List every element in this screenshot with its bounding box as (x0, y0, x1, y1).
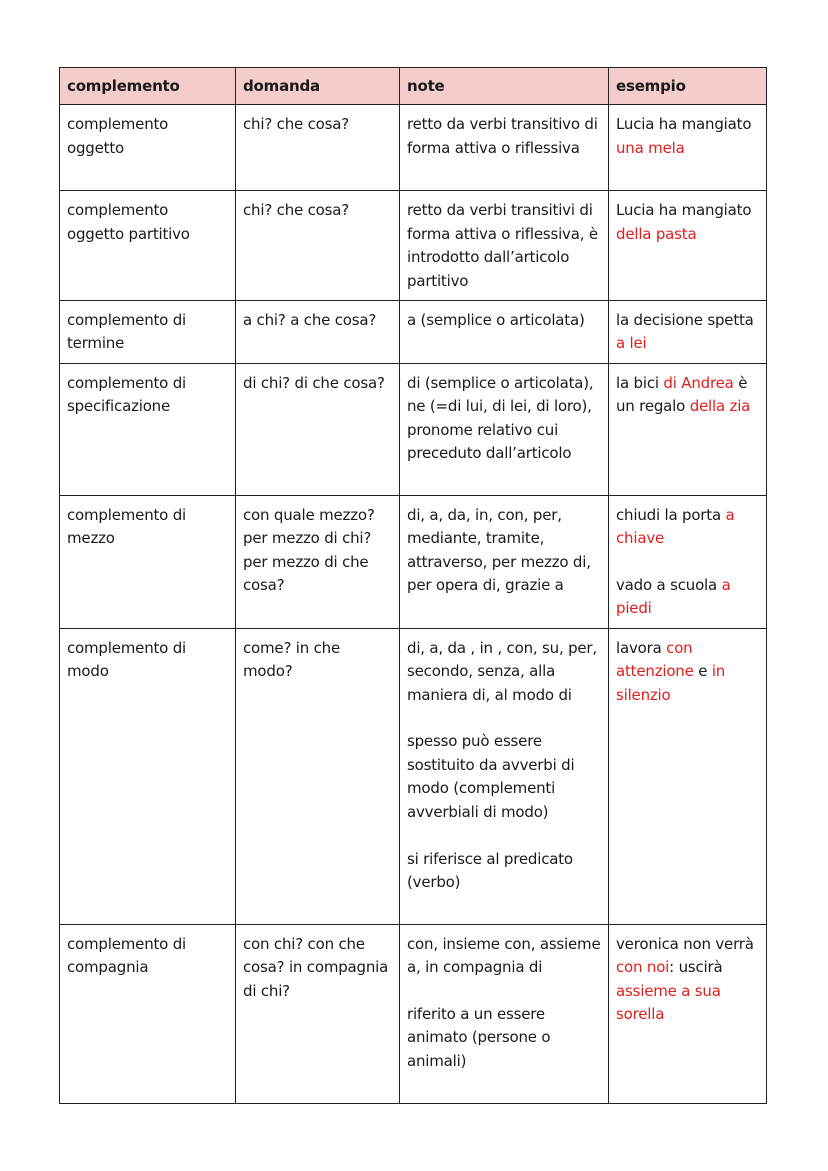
example-text: e (693, 662, 712, 681)
cell-complemento: complemento di specificazione (60, 363, 236, 495)
cell-domanda: come? in che modo? (236, 628, 400, 924)
note-paragraph: retto da verbi transitivi di forma attiva o riflessiva, è introdotto dall’articolo partitivo (407, 201, 598, 290)
note-paragraph: riferito a un essere animato (persone o animali) (407, 1005, 551, 1070)
example-text: è un regalo (616, 373, 748, 416)
cell-complemento: complemento di compagnia (60, 924, 236, 1103)
cell-note (400, 105, 609, 191)
cell-esempio (609, 301, 767, 364)
example-text: lavora (616, 638, 667, 657)
note-paragraph: retto da verbi transitivo di forma attiva o riflessiva (407, 115, 598, 157)
note-paragraph: di (semplice o articolata), ne (=di lui, di lei, di loro), pronome relativo cui preceduto dall’articolo (407, 373, 594, 463)
cell-complemento: complemento oggetto partitivo (60, 191, 236, 301)
cell-complemento: complemento di modo (60, 628, 236, 924)
table-row (60, 191, 767, 301)
cell-esempio (609, 191, 767, 301)
header-esempio: esempio (609, 68, 767, 105)
highlighted-complement: a lei (616, 334, 647, 353)
paragraph-gap (407, 980, 602, 1003)
cell-complemento: complemento oggetto (60, 105, 236, 191)
highlighted-complement: a piedi (616, 576, 731, 618)
note-paragraph: di, a, da, in, con, per, mediante, tramite, attraverso, per mezzo di, per opera di, grazie a (407, 505, 591, 595)
table-row (60, 105, 767, 191)
highlighted-complement: assieme a sua sorella (616, 981, 721, 1024)
cell-esempio (609, 363, 767, 495)
example-text: vado a scuola (616, 576, 722, 595)
table-row (60, 363, 767, 495)
cell-complemento: complemento di mezzo (60, 495, 236, 628)
highlighted-complement: in silenzio (616, 662, 726, 704)
example-text: veronica non verrà (616, 934, 754, 953)
cell-note (400, 191, 609, 301)
highlighted-complement: di Andrea (663, 373, 734, 392)
note-paragraph: spesso può essere sostituito da avverbi di modo (complementi avverbiali di modo) (407, 732, 575, 821)
cell-domanda: con quale mezzo? per mezzo di chi? per mezzo di che cosa? (236, 495, 400, 628)
cell-esempio (609, 628, 767, 924)
table-row (60, 495, 767, 628)
example-text: Lucia ha mangiato (616, 115, 752, 134)
cell-esempio (609, 105, 767, 191)
note-paragraph: di, a, da , in , con, su, per, secondo, senza, alla maniera di, al modo di (407, 638, 597, 704)
cell-complemento: complemento di termine (60, 301, 236, 364)
cell-esempio (609, 924, 767, 1103)
cell-domanda: chi? che cosa? (236, 191, 400, 301)
highlighted-complement: della zia (689, 397, 751, 416)
header-note: note (400, 68, 609, 105)
example-text: : uscirà (669, 958, 723, 977)
paragraph-gap (407, 824, 602, 847)
example-text: la bici (616, 373, 664, 392)
cell-domanda: di chi? di che cosa? (236, 363, 400, 495)
cell-esempio (609, 495, 767, 628)
note-paragraph: si riferisce al predicato (verbo) (407, 849, 573, 891)
cell-note (400, 628, 609, 924)
example-text: la decisione spetta (616, 311, 754, 330)
complementi-table (59, 67, 767, 1104)
highlighted-complement: una mela (616, 138, 685, 157)
header-row (60, 68, 767, 105)
cell-note (400, 495, 609, 628)
cell-note (400, 301, 609, 364)
highlighted-complement: con noi (616, 958, 670, 977)
cell-domanda: con chi? con che cosa? in compagnia di chi? (236, 924, 400, 1103)
paragraph-gap (407, 707, 602, 730)
highlighted-complement: con attenzione (616, 638, 694, 681)
highlighted-complement: a chiave (616, 505, 735, 548)
header-domanda: domanda (236, 68, 400, 105)
table-row (60, 628, 767, 924)
note-paragraph: con, insieme con, assieme a, in compagnia di (407, 934, 601, 977)
example-text: Lucia ha mangiato (616, 201, 752, 220)
cell-note (400, 363, 609, 495)
example-text: chiudi la porta (616, 505, 726, 524)
table-row (60, 301, 767, 364)
header-complemento: complemento (60, 68, 236, 105)
note-paragraph: a (semplice o articolata) (407, 311, 585, 330)
cell-domanda: chi? che cosa? (236, 105, 400, 191)
highlighted-complement: della pasta (616, 224, 697, 243)
cell-domanda: a chi? a che cosa? (236, 301, 400, 364)
table-row (60, 924, 767, 1103)
cell-note (400, 924, 609, 1103)
